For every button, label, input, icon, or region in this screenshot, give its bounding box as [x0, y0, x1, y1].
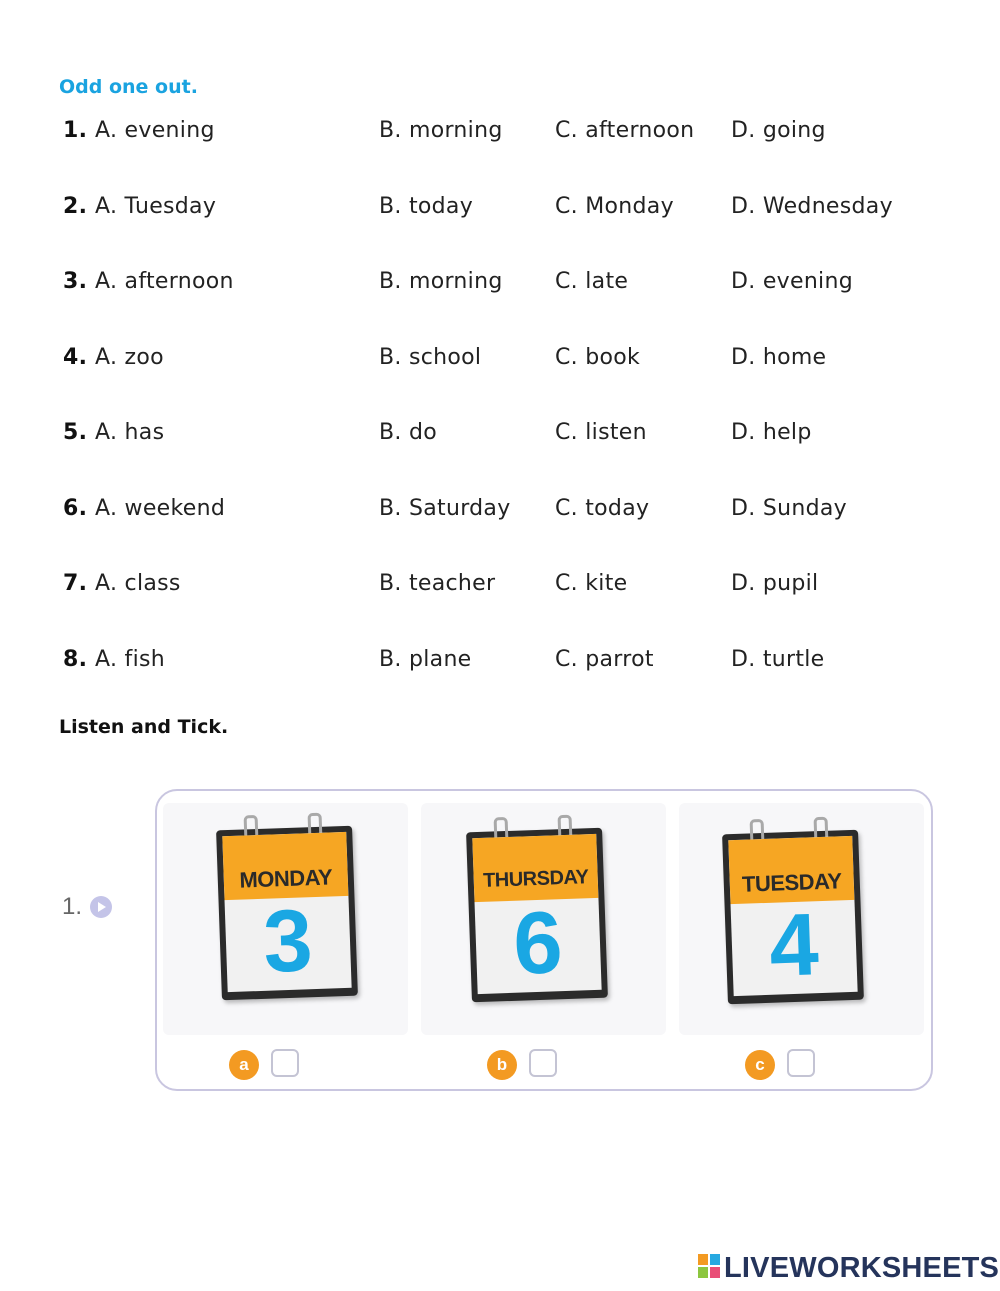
- option-letter-badge: a: [229, 1050, 259, 1080]
- calendar-day-label: THURSDAY: [482, 866, 589, 892]
- question-number: 4.: [63, 345, 88, 370]
- option-b: B. teacher: [379, 571, 496, 596]
- option-c: C. book: [555, 345, 641, 370]
- option-d: D. Wednesday: [731, 194, 893, 219]
- question-row: [0, 496, 1000, 526]
- calendar-day-label: MONDAY: [238, 864, 333, 893]
- option-a: A. Tuesday: [95, 194, 217, 219]
- calendar-picture: [466, 828, 608, 1003]
- option-c: C. afternoon: [555, 118, 695, 143]
- item-number: 1.: [62, 893, 83, 920]
- option-d: D. evening: [731, 269, 853, 294]
- calendar-picture: [722, 830, 864, 1005]
- option-d: D. turtle: [731, 647, 825, 672]
- option-d: D. home: [731, 345, 827, 370]
- question-row: [0, 269, 1000, 299]
- question-number: 5.: [63, 420, 88, 445]
- option-a: A. zoo: [95, 345, 164, 370]
- tick-checkbox-c[interactable]: [787, 1049, 815, 1077]
- question-number: 7.: [63, 571, 88, 596]
- question-number: 1.: [63, 118, 88, 143]
- option-letter-badge: c: [745, 1050, 775, 1080]
- option-c: C. today: [555, 496, 650, 521]
- question-number: 3.: [63, 269, 88, 294]
- option-a: A. class: [95, 571, 181, 596]
- option-d: D. Sunday: [731, 496, 847, 521]
- option-b: B. school: [379, 345, 482, 370]
- question-row: [0, 118, 1000, 148]
- liveworksheets-logo[interactable]: [698, 1252, 999, 1286]
- play-audio-icon[interactable]: [90, 896, 112, 918]
- option-a: A. evening: [95, 118, 215, 143]
- calendar-date-number: 4: [767, 894, 821, 995]
- section-title-odd-one-out: Odd one out.: [59, 76, 198, 98]
- tick-checkbox-a[interactable]: [271, 1049, 299, 1077]
- option-b: B. morning: [379, 269, 503, 294]
- option-a: A. weekend: [95, 496, 226, 521]
- option-a: A. afternoon: [95, 269, 234, 294]
- option-letter-badge: b: [487, 1050, 517, 1080]
- option-b: B. morning: [379, 118, 503, 143]
- liveworksheets-logo-icon: [698, 1254, 722, 1280]
- question-row: [0, 420, 1000, 450]
- question-row: [0, 571, 1000, 601]
- calendar-date-number: 3: [261, 890, 315, 991]
- option-b: B. Saturday: [379, 496, 511, 521]
- question-row: [0, 194, 1000, 224]
- calendar-date-number: 6: [511, 892, 565, 993]
- question-row: [0, 345, 1000, 375]
- option-c: C. Monday: [555, 194, 674, 219]
- question-number: 6.: [63, 496, 88, 521]
- question-number: 8.: [63, 647, 88, 672]
- option-c: C. late: [555, 269, 629, 294]
- option-b: B. do: [379, 420, 438, 445]
- option-b: B. plane: [379, 647, 472, 672]
- tick-checkbox-b[interactable]: [529, 1049, 557, 1077]
- calendar-day-label: TUESDAY: [741, 868, 842, 897]
- logo-text: LIVEWORKSHEETS: [724, 1252, 1000, 1284]
- option-c: C. parrot: [555, 647, 654, 672]
- question-number: 2.: [63, 194, 88, 219]
- section-title-listen-and-tick: Listen and Tick.: [59, 716, 229, 738]
- calendar-picture: [216, 826, 358, 1001]
- option-c: C. kite: [555, 571, 628, 596]
- option-d: D. pupil: [731, 571, 819, 596]
- option-d: D. going: [731, 118, 826, 143]
- option-a: A. has: [95, 420, 165, 445]
- option-d: D. help: [731, 420, 812, 445]
- option-b: B. today: [379, 194, 474, 219]
- question-row: [0, 647, 1000, 677]
- option-c: C. listen: [555, 420, 647, 445]
- option-a: A. fish: [95, 647, 166, 672]
